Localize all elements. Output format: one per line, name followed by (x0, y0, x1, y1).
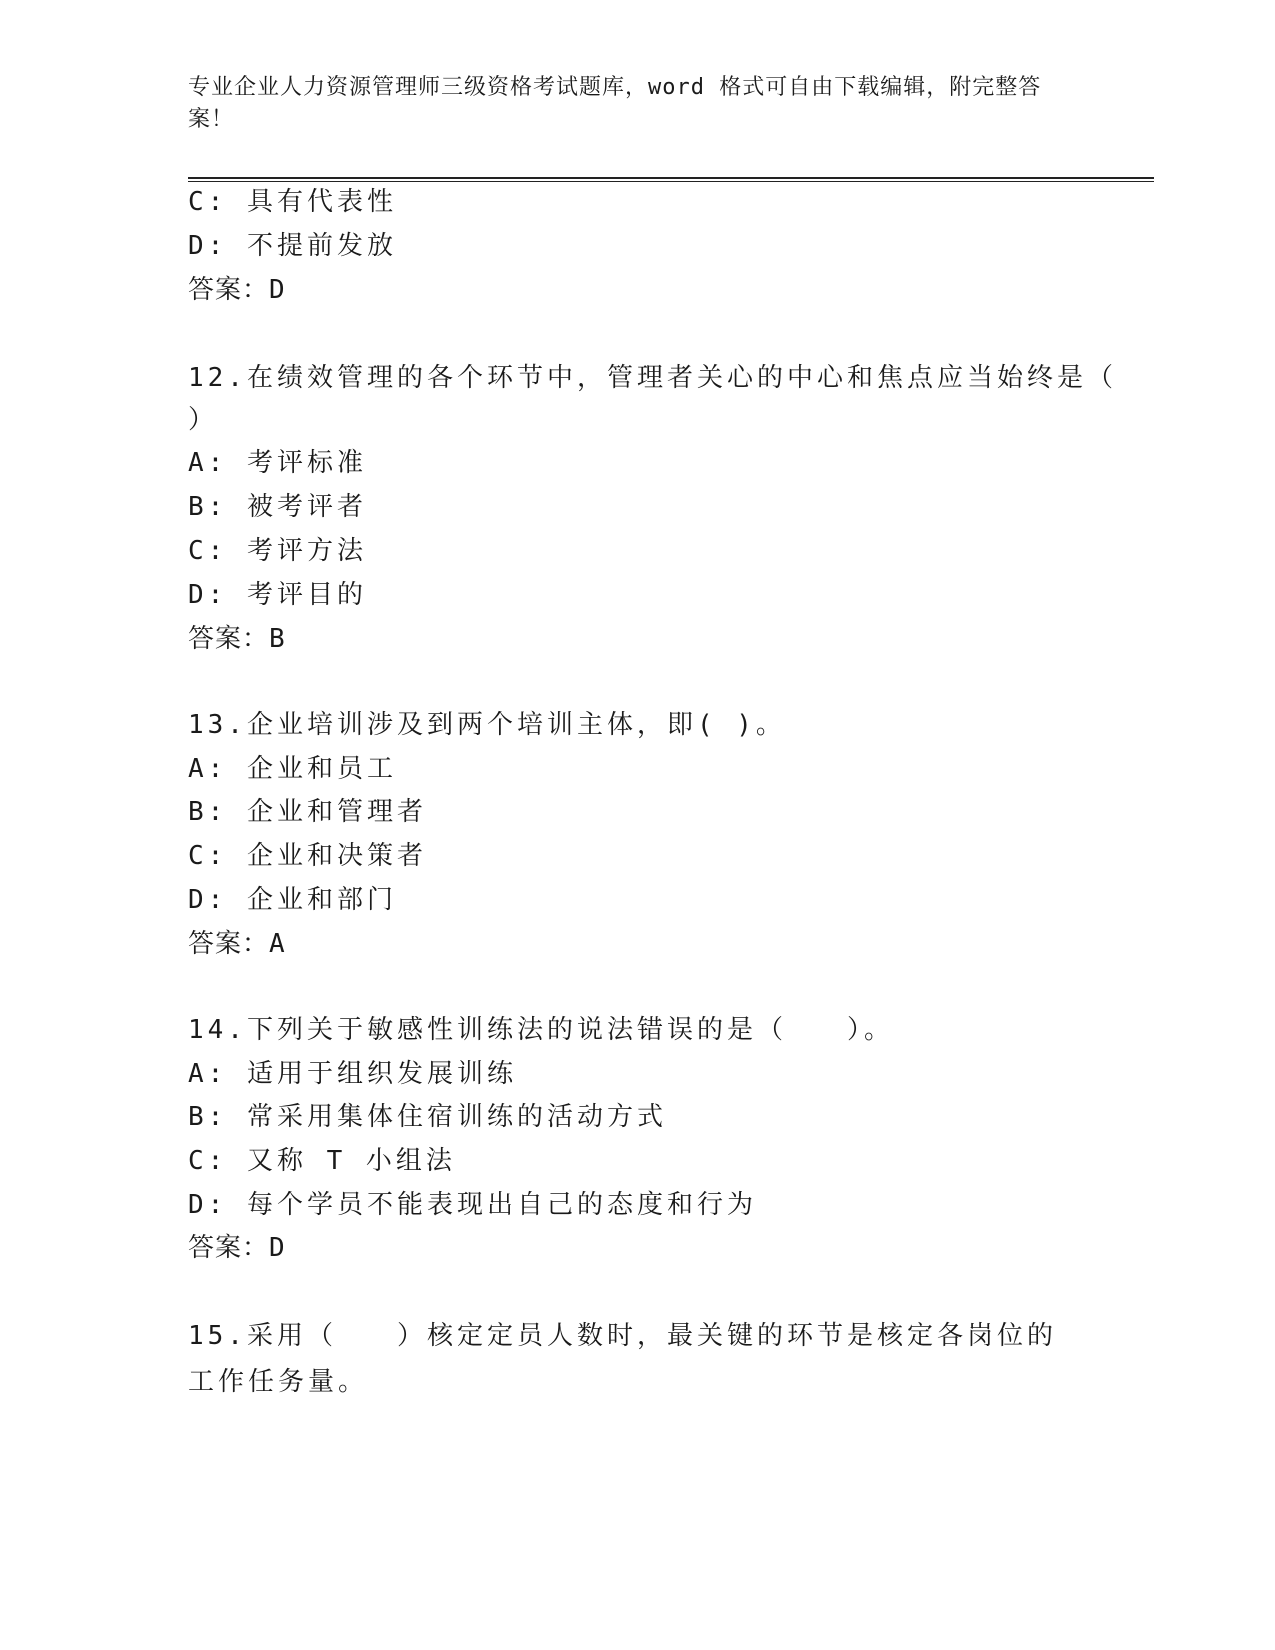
q12-option-d: D: 考评目的 (188, 580, 367, 610)
header-divider (188, 177, 1154, 182)
prev-option-c: C: 具有代表性 (188, 187, 397, 217)
q14-stem: 14.下列关于敏感性训练法的说法错误的是（ ）。 (188, 1015, 894, 1045)
q12-option-a: A: 考评标准 (188, 448, 367, 478)
q12-option-b: B: 被考评者 (188, 492, 367, 522)
q12-stem-line1: 12.在绩效管理的各个环节中，管理者关心的中心和焦点应当始终是（ (188, 363, 1117, 393)
q14-option-a: A: 适用于组织发展训练 (188, 1059, 517, 1089)
q14-option-b: B: 常采用集体住宿训练的活动方式 (188, 1102, 667, 1132)
q12-option-c: C: 考评方法 (188, 536, 367, 566)
prev-answer: 答案：D (188, 275, 286, 305)
q13-option-a: A: 企业和员工 (188, 754, 397, 784)
q13-option-d: D: 企业和部门 (188, 885, 397, 915)
q14-option-d: D: 每个学员不能表现出自己的态度和行为 (188, 1190, 757, 1220)
prev-option-d: D: 不提前发放 (188, 231, 397, 261)
q15-stem: 15.采用（ ）核定定员人数时，最关键的环节是核定各岗位的工作任务量。 (188, 1321, 1057, 1397)
q14-option-c: C: 又称 T 小组法 (188, 1146, 456, 1176)
page-header: 专业企业人力资源管理师三级资格考试题库，word 格式可自由下载编辑，附完整答案！ (188, 75, 1042, 132)
q13-option-c: C: 企业和决策者 (188, 841, 427, 871)
q13-stem: 13.企业培训涉及到两个培训主体，即( )。 (188, 710, 786, 740)
q12-stem-line2: ） (188, 405, 219, 435)
q13-answer: 答案：A (188, 929, 286, 959)
q12-answer: 答案：B (188, 624, 286, 654)
q13-option-b: B: 企业和管理者 (188, 797, 427, 827)
q14-answer: 答案：D (188, 1233, 286, 1263)
